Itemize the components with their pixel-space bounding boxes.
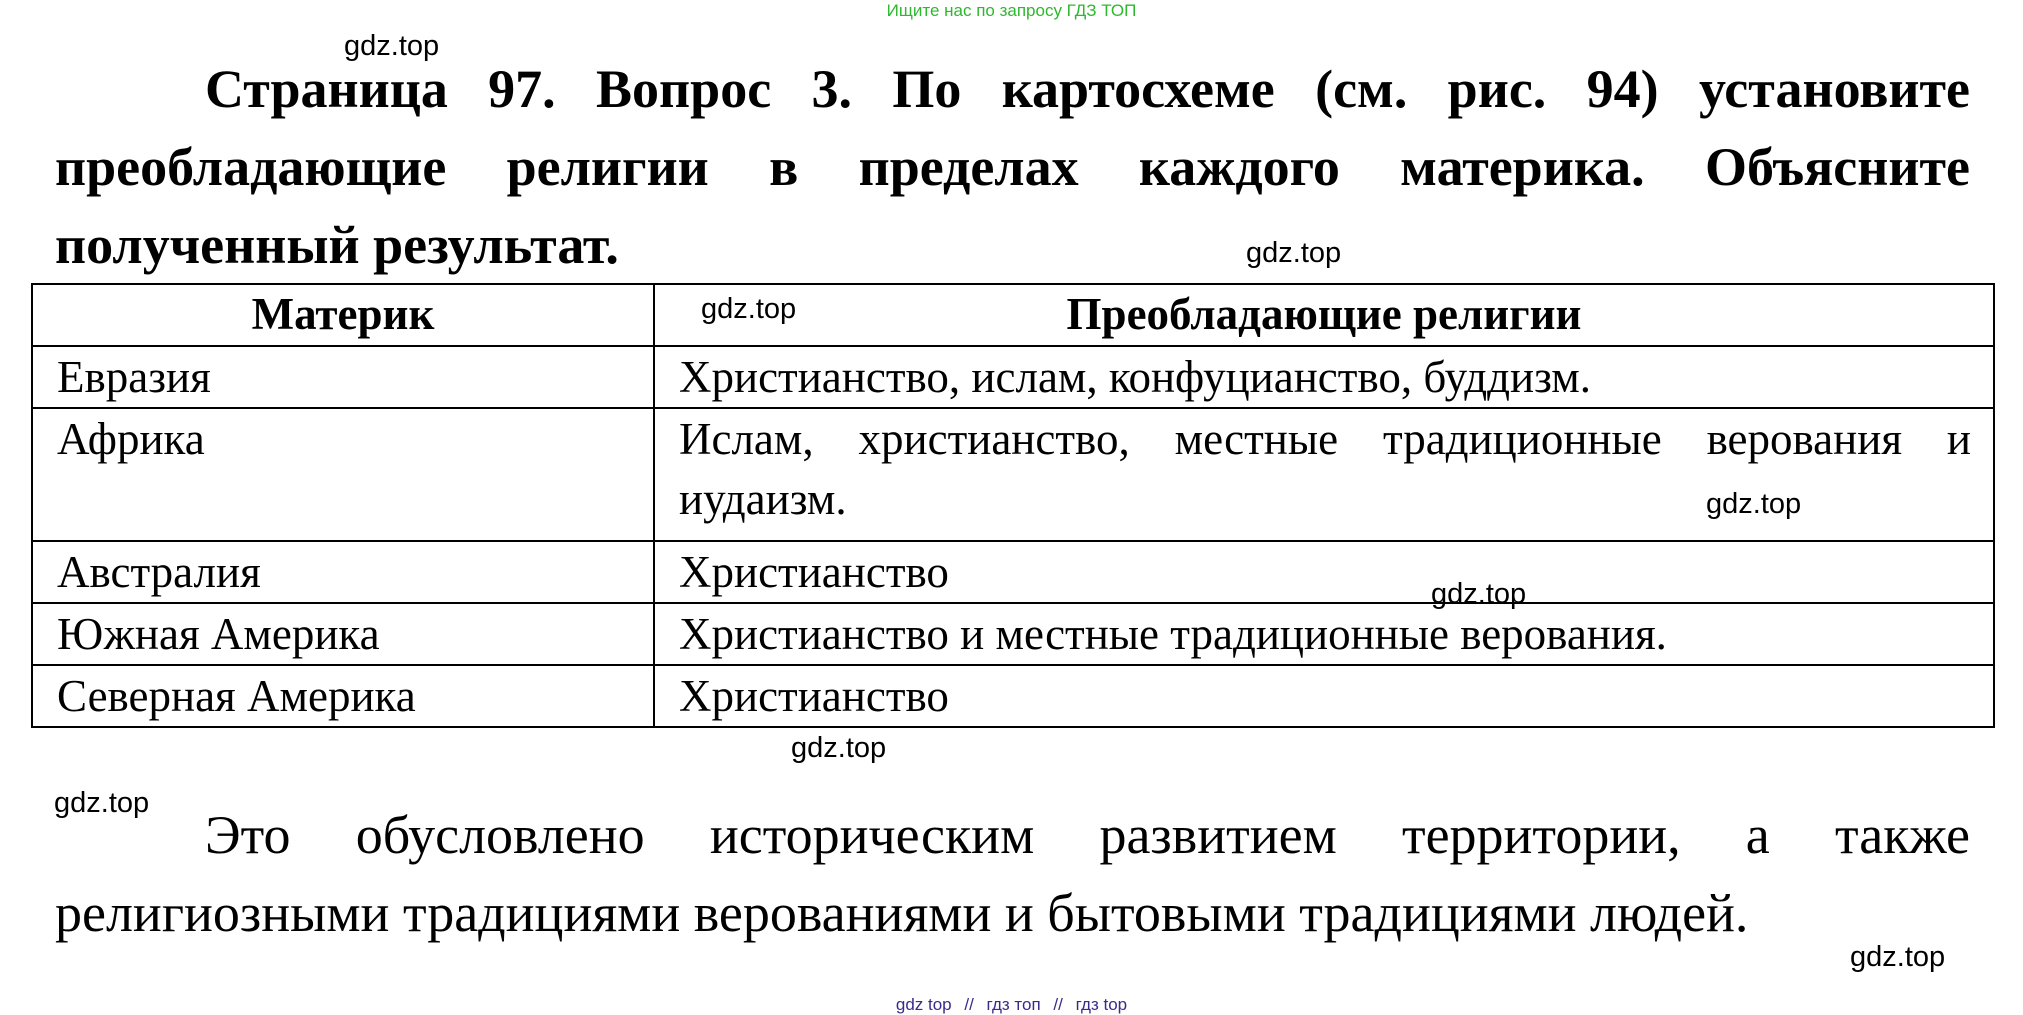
conclusion-text: Это обусловлено историческим развитием территории, а также религиозными традициями верованиями и бытовыми традициями людей. xyxy=(55,805,1970,943)
continent-cell: Евразия xyxy=(32,346,654,408)
footer-link-gdz-top[interactable]: gdz top xyxy=(895,995,952,1014)
religions-table xyxy=(31,283,1995,728)
table-row xyxy=(32,665,1994,727)
footer-link-gdz-top-mixed[interactable]: гдз top xyxy=(1075,995,1128,1014)
religions-cell: Христианство, ислам, конфуцианство, буддизм. xyxy=(654,346,1994,408)
table-row xyxy=(32,603,1994,665)
watermark: gdz.top xyxy=(701,293,797,325)
continent-cell: Африка xyxy=(32,408,654,541)
continent-cell: Австралия xyxy=(32,541,654,603)
header-continent: Материк xyxy=(32,284,654,346)
search-hint-banner: Ищите нас по запросу ГДЗ ТОП xyxy=(886,1,1137,20)
footer-separator: // xyxy=(1053,995,1063,1014)
question-heading: Страница 97. Вопрос 3. По картосхеме (см. рис. 94) установите преобладающие религии в пределах каждого материка. Объясните полученный результат. xyxy=(55,59,1970,275)
footer-links xyxy=(0,995,2023,1015)
header-religions: Преобладающие религии xyxy=(654,284,1994,346)
watermark: gdz.top xyxy=(344,30,440,62)
religions-cell: Христианство и местные традиционные верования. xyxy=(654,603,1994,665)
watermark: gdz.top xyxy=(54,787,150,819)
religions-cell: Христианство xyxy=(654,541,1994,603)
religions-cell: Христианство xyxy=(654,665,1994,727)
watermark: gdz.top xyxy=(1850,941,1946,973)
watermark: gdz.top xyxy=(1246,237,1342,269)
religions-cell: Ислам, христианство, местные традиционные верования и иудаизм. xyxy=(654,408,1994,541)
table-header-row xyxy=(32,284,1994,346)
footer-link-gdz-top-ru[interactable]: гдз топ xyxy=(986,995,1041,1014)
table-row xyxy=(32,541,1994,603)
watermark: gdz.top xyxy=(791,732,887,764)
table-row xyxy=(32,346,1994,408)
table-row xyxy=(32,408,1994,541)
continent-cell: Южная Америка xyxy=(32,603,654,665)
footer-separator: // xyxy=(964,995,974,1014)
watermark: gdz.top xyxy=(1706,488,1802,520)
watermark: gdz.top xyxy=(1431,578,1527,610)
continent-cell: Северная Америка xyxy=(32,665,654,727)
